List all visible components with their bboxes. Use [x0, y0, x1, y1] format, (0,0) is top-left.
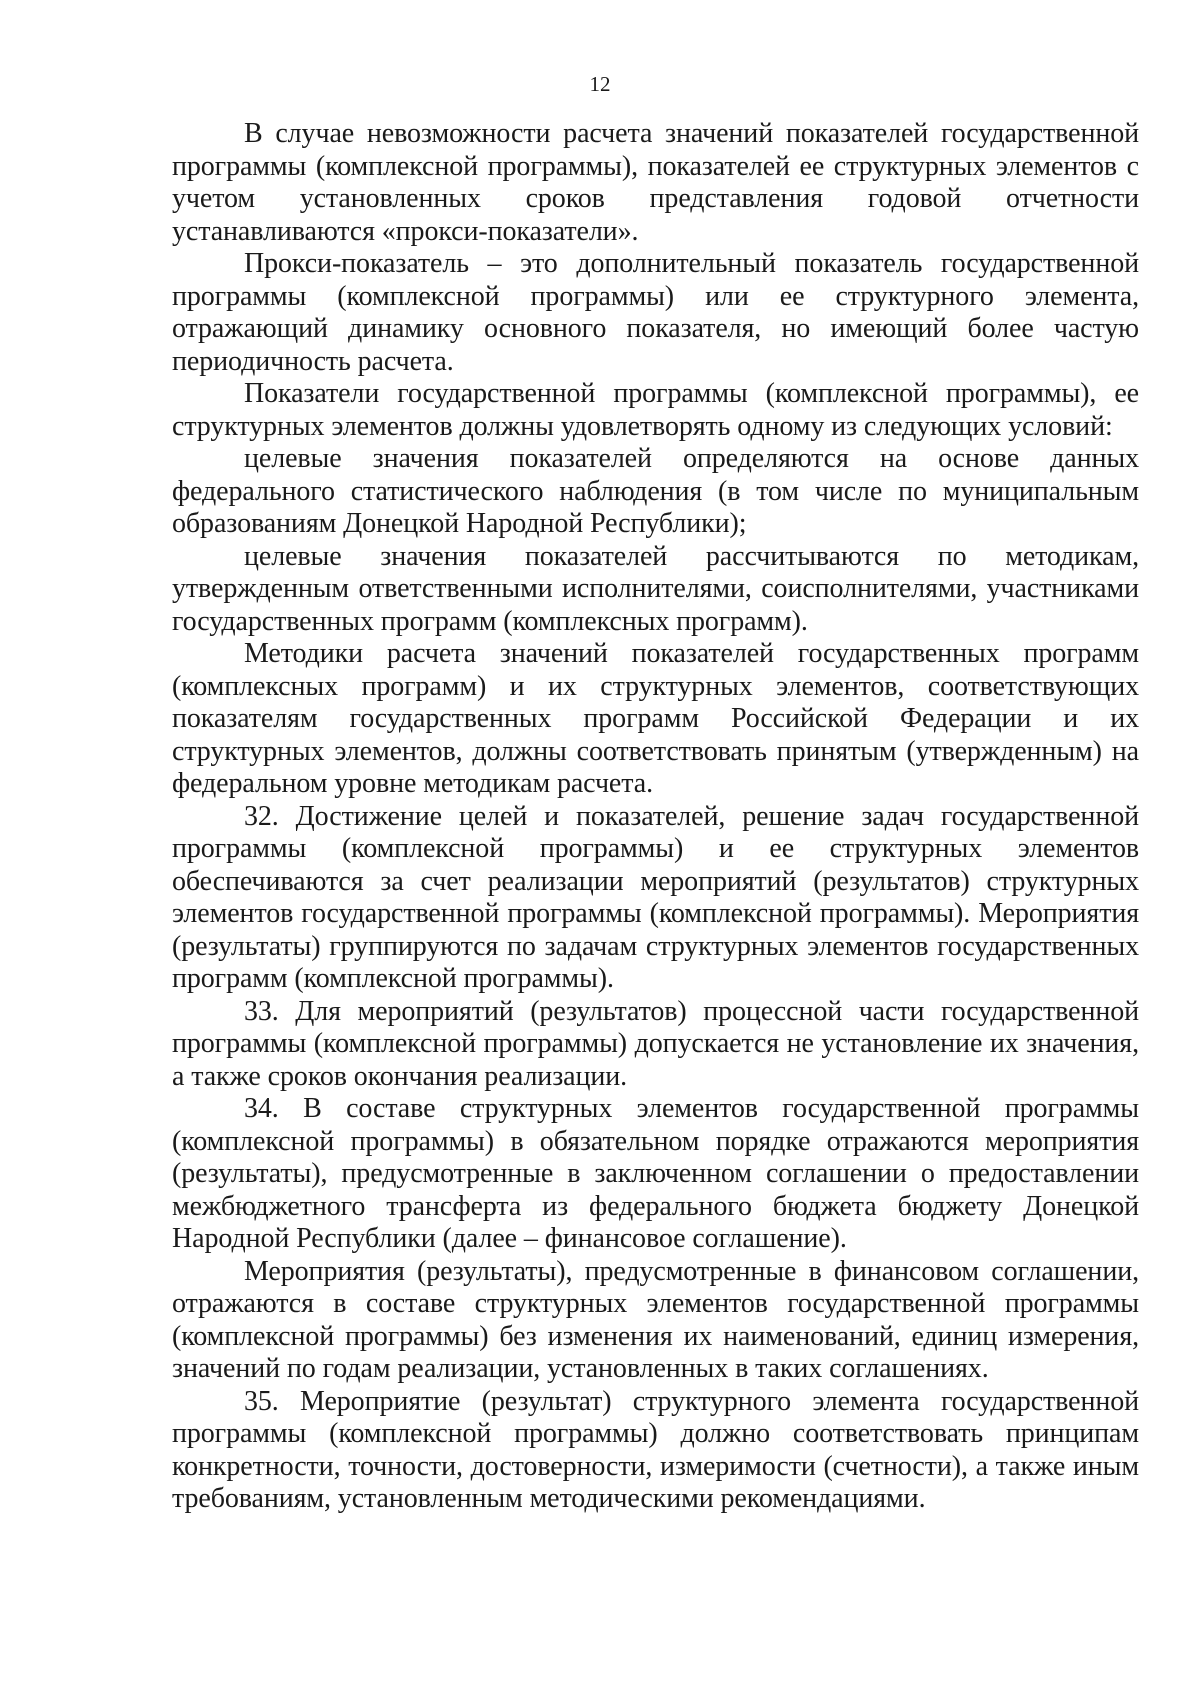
paragraph-condition-methodologies: целевые значения показателей рассчитываются по методикам, утвержденным ответственными исполнителями, соисполнителями, участниками государственных программ (комплексных программ).	[172, 540, 1139, 637]
paragraph-item-35: 35. Мероприятие (результат) структурного элемента государственной программы (комплексной программы) должно соответствовать принципам конкретности, точности, достоверности, измеримости (счетности), а также иным требованиям, установленным методическими рекомендациями.	[172, 1385, 1139, 1514]
document-body	[172, 118, 1139, 1516]
page-number: 12	[589, 72, 611, 96]
paragraph-item-32: 32. Достижение целей и показателей, решение задач государственной программы (комплексной программы) и ее структурных элементов обеспечиваются за счет реализации мероприятий (результатов) структурных элементов государственной программы (комплексной программы). Мероприятия (результаты) группируются по задачам структурных элементов государственных программ (комплексной программы).	[172, 800, 1139, 994]
paragraph-proxy-indicators-intro: В случае невозможности расчета значений показателей государственной программы (комплексной программы), показателей ее структурных элементов с учетом установленных сроков представления годовой отчетности устанавливаются «прокси-показатели».	[172, 118, 1139, 247]
paragraph-item-33: 33. Для мероприятий (результатов) процессной части государственной программы (комплексной программы) допускается не установление их значения, а также сроков окончания реализации.	[172, 995, 1139, 1092]
paragraph-indicator-conditions: Показатели государственной программы (комплексной программы), ее структурных элементов должны удовлетворять одному из следующих условий:	[172, 378, 1139, 442]
paragraph-item-34: 34. В составе структурных элементов государственной программы (комплексной программы) в обязательном порядке отражаются мероприятия (результаты), предусмотренные в заключенном соглашении о предоставлении межбюджетного трансферта из федерального бюджета бюджету Донецкой Народной Республики (далее – финансовое соглашение).	[172, 1093, 1139, 1254]
paragraph-proxy-indicator-definition: Прокси-показатель – это дополнительный показатель государственной программы (комплексной программы) или ее структурного элемента, отражающий динамику основного показателя, но имеющий более частую периодичность расчета.	[172, 248, 1139, 377]
paragraph-condition-federal-statistics: целевые значения показателей определяются на основе данных федерального статистического наблюдения (в том числе по муниципальным образованиям Донецкой Народной Республики);	[172, 443, 1139, 539]
paragraph-calculation-methodologies: Методики расчета значений показателей государственных программ (комплексных программ) и их структурных элементов, соответствующих показателям государственных программ Российской Федерации и их структурных элементов, должны соответствовать принятым (утвержденным) на федеральном уровне методикам расчета.	[172, 638, 1139, 799]
paragraph-financial-agreement-measures: Мероприятия (результаты), предусмотренные в финансовом соглашении, отражаются в составе структурных элементов государственной программы (комплексной программы) без изменения их наименований, единиц измерения, значений по годам реализации, установленных в таких соглашениях.	[172, 1255, 1139, 1384]
